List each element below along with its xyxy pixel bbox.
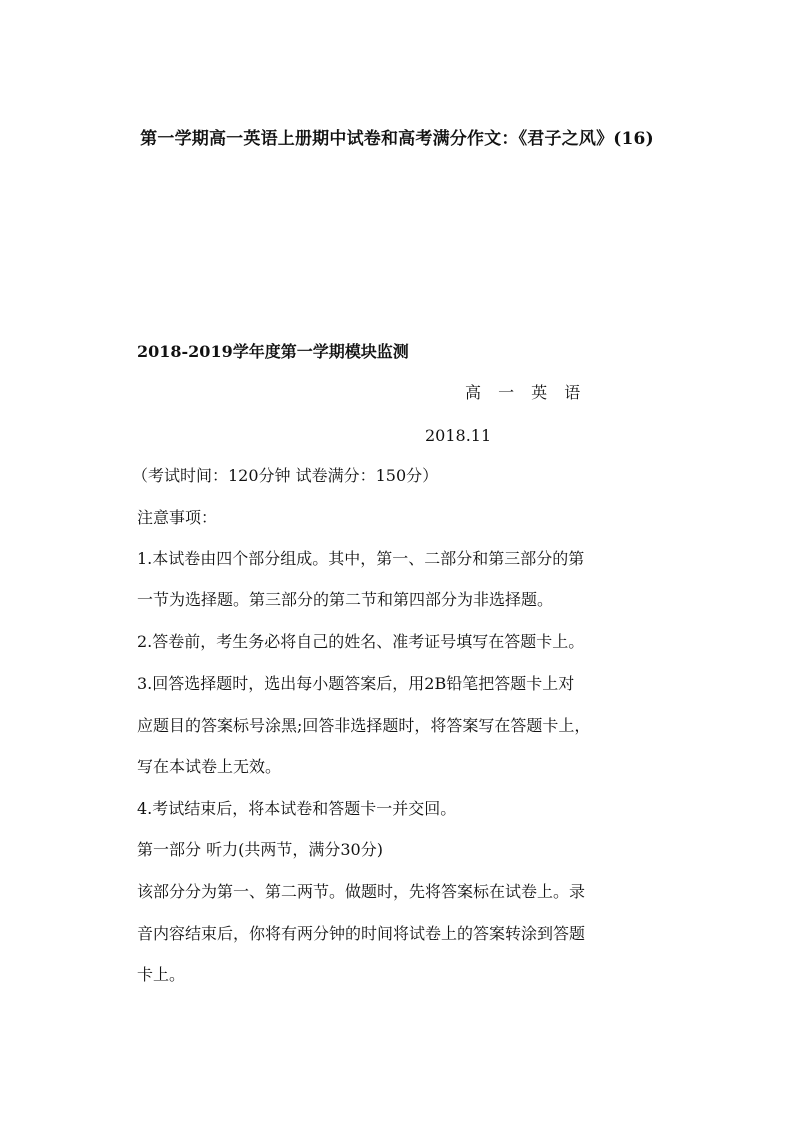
exam-info: （考试时间：120分钟 试卷满分：150分）: [132, 466, 439, 485]
exam-date: 2018.11: [425, 426, 492, 445]
note-line: 写在本试卷上无效。: [137, 757, 282, 776]
note-line: 3.回答选择题时，选出每小题答案后，用2B铅笔把答题卡上对: [137, 674, 575, 693]
exam-heading: 2018-2019学年度第一学期模块监测: [137, 342, 409, 361]
note-line: 一节为选择题。第三部分的第二节和第四部分为非选择题。: [137, 590, 554, 609]
part1-body-line: 卡上。: [137, 965, 186, 984]
note-line: 2.答卷前，考生务必将自己的姓名、准考证号填写在答题卡上。: [137, 632, 585, 651]
document-title: 第一学期高一英语上册期中试卷和高考满分作文：《君子之风》(16): [140, 129, 654, 149]
note-line: 4.考试结束后，将本试卷和答题卡一并交回。: [137, 799, 457, 818]
subject-label: 高 一 英 语: [465, 383, 587, 402]
part1-body-line: 该部分分为第一、第二两节。做题时，先将答案标在试卷上。录: [137, 882, 586, 901]
notes-label: 注意事项：: [137, 508, 218, 527]
part1-heading: 第一部分 听力(共两节，满分30分): [137, 840, 383, 859]
note-line: 应题目的答案标号涂黑;回答非选择题时，将答案写在答题卡上，: [137, 716, 591, 735]
part1-body-line: 音内容结束后，你将有两分钟的时间将试卷上的答案转涂到答题: [137, 924, 586, 943]
note-line: 1.本试卷由四个部分组成。其中，第一、二部分和第三部分的第: [137, 549, 585, 568]
